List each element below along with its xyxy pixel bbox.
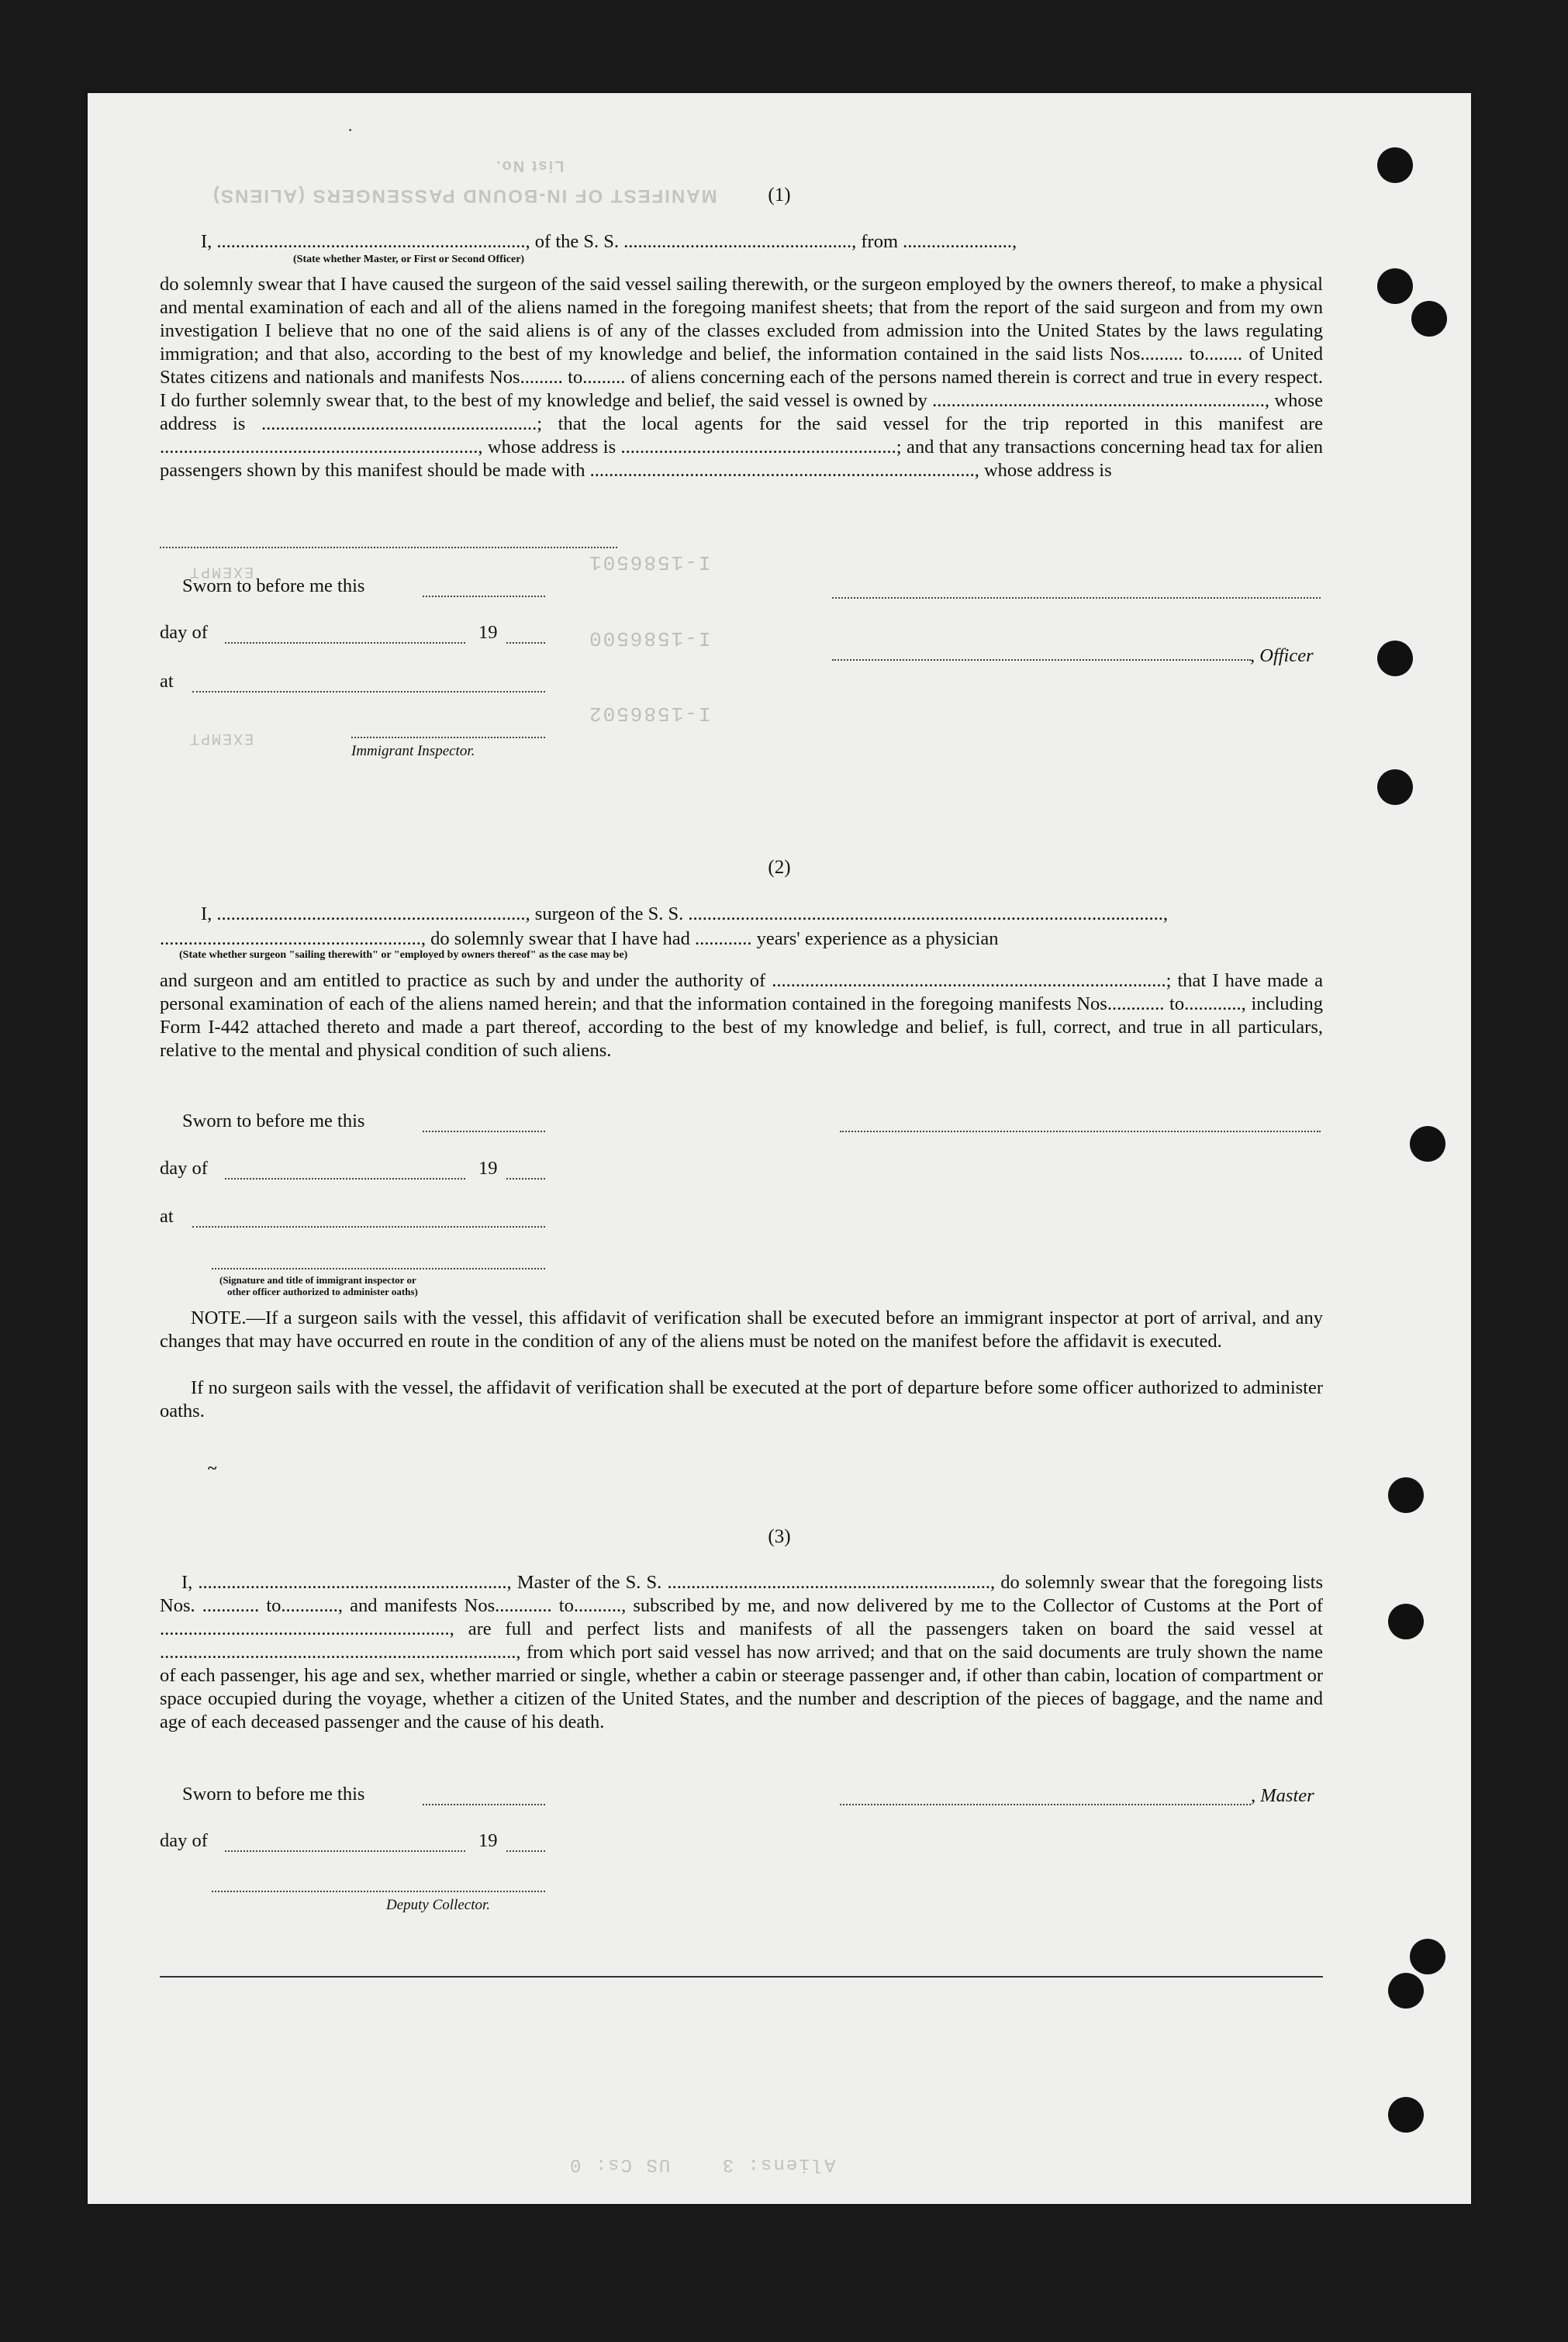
at-field[interactable] xyxy=(192,691,545,693)
punch-hole xyxy=(1410,1126,1445,1162)
bleed-list-no: List No. xyxy=(495,157,565,174)
section-1-oath-text: do solemnly swear that I have caused the surgeon of the said vessel sailing therewith, or the surgeon employed by the owners thereof, to make a physical and mental examination of each and all of the aliens named in the foregoing manifest sheets; that from the report of the said surgeon and from my own investigation I believe that no one of the said aliens is of any of the classes excluded from admission into the United States by the laws regulating immigration; and that also, according to the best of my knowledge and belief, the information contained in the said lists Nos......... to........ of United States citizens and nationals and manifests Nos......... to......... of aliens concerning each of the persons named therein is correct and true in every respect. I do further solemnly swear that, to the best of my knowledge and belief, the said vessel is owned by ......................................................................, whose address is ..........................................................; that the local agents for the said vessel for the trip reported in this manifest are ..................................................................., whose address is ..........................................................; and that any transactions concerning head tax for alien passengers shown by this manifest should be made with ................................................................................., whose address is xyxy=(160,274,1323,481)
section-2-intro: I, ................................................................., surgeon of the S. S. ...................................................................................................., xyxy=(201,903,1168,924)
punch-hole xyxy=(1377,641,1413,676)
section-2-number: (2) xyxy=(768,857,791,878)
punch-hole xyxy=(1388,2097,1424,2133)
scan-speck: · xyxy=(347,120,354,140)
note-paragraph-2: If no surgeon sails with the vessel, the affidavit of verification shall be executed at the port of departure before some officer authorized to administer oaths. xyxy=(160,1377,1323,1421)
section-2-sworn-date-field[interactable] xyxy=(423,1131,545,1132)
section-3-day-of-label: day of xyxy=(160,1830,208,1851)
section-3-sworn-label: Sworn to before me this xyxy=(182,1784,365,1805)
deputy-collector-label: Deputy Collector. xyxy=(386,1897,491,1913)
bleed-header: MANIFEST OF IN-BOUND PASSENGERS (ALIENS) xyxy=(212,185,717,206)
surgeon-signature-line[interactable] xyxy=(840,1131,1321,1132)
officer-label: , Officer xyxy=(1250,645,1314,666)
bleed-bottom-counts: Aliens: 3 US Cs: 0 xyxy=(568,2154,836,2174)
section-1-intro: I, ................................................................., of the S. S. ................................................, from ......................., xyxy=(201,231,1017,252)
punch-hole xyxy=(1377,268,1413,304)
officer-signature-line-1[interactable] xyxy=(832,597,1321,599)
section-1-day-of-label: day of xyxy=(160,622,208,643)
immigrant-inspector-label: Immigrant Inspector. xyxy=(351,743,475,759)
bleed-exempt-2: EXEMPT xyxy=(188,729,254,747)
section-2-sworn-label: Sworn to before me this xyxy=(182,1111,365,1131)
manifest-back-page xyxy=(88,93,1471,2204)
master-label: , Master xyxy=(1251,1785,1314,1806)
officer-signature-line-2[interactable] xyxy=(832,659,1251,661)
master-signature-line[interactable] xyxy=(840,1804,1251,1805)
day-of-field[interactable] xyxy=(225,642,465,644)
punch-hole xyxy=(1411,301,1447,337)
section-3-year-field[interactable] xyxy=(506,1850,545,1852)
bleed-exempt-1: EXEMPT xyxy=(188,562,254,580)
section-1-number: (1) xyxy=(768,185,791,206)
bleed-code-1: I-1586501 xyxy=(588,551,711,574)
sworn-date-field[interactable] xyxy=(423,596,545,597)
section-1-at-label: at xyxy=(160,671,174,692)
signature-hint-1: (Signature and title of immigrant inspector or xyxy=(219,1274,416,1286)
section-2-day-of-label: day of xyxy=(160,1158,208,1179)
section-3-number: (3) xyxy=(768,1526,791,1547)
bottom-rule xyxy=(160,1976,1323,1978)
section-2-day-of-field[interactable] xyxy=(225,1178,465,1180)
punch-hole xyxy=(1377,769,1413,805)
year-field[interactable] xyxy=(506,642,545,644)
section-2-surgeon-hint: (State whether surgeon "sailing therewith" or "employed by owners thereof" as the case may be) xyxy=(179,949,628,961)
section-2-line-2: ......................................................., do solemnly swear that I have had ............ years' experience as a physician xyxy=(160,928,999,949)
section-2-year-field[interactable] xyxy=(506,1178,545,1180)
section-2-oath-text: and surgeon and am entitled to practice as such by and under the authority of ...................................................................................; that I have made a personal examination of each of the aliens named herein; and that the information contained in the foregoing manifests Nos............ to............, including Form I-442 attached thereto and made a part thereof, according to the best of my knowledge and belief, is full, correct, and true in all particulars, relative to the mental and physical condition of such aliens. xyxy=(160,970,1323,1061)
section-1-year-label: 19 xyxy=(478,622,498,643)
section-3-oath-text: I, ................................................................., Master of the S. S. ...................................................................., do solemnly swear that the foregoing lists Nos. ............ to............, and manifests Nos............ to.........., subscribed by me, and now delivered by me to the Collector of Customs at the Port of ............................................................., are full and perfect lists and manifests of all the passengers taken on board the said vessel at ..........................................................................., from which port said vessel has now arrived; and that on the said documents are truly shown the name of each passenger, his age and sex, whether married or single, whether a cabin or steerage passenger and, if other than cabin, location of compartment or space occupied during the voyage, whether a citizen of the United States, and the number and description of the pieces of baggage, and the name and age of each deceased passenger and the cause of his death. xyxy=(160,1572,1323,1732)
section-2-inspector-signature-line[interactable] xyxy=(212,1268,545,1269)
section-3-year-label: 19 xyxy=(478,1830,498,1851)
dotted-separator xyxy=(160,547,617,548)
section-3-day-of-field[interactable] xyxy=(225,1850,465,1852)
signature-hint-2: other officer authorized to administer oaths) xyxy=(227,1286,418,1297)
collector-signature-line[interactable] xyxy=(212,1891,545,1892)
bleed-code-3: I-1586502 xyxy=(588,702,711,725)
bleed-code-2: I-1586500 xyxy=(588,627,711,650)
section-1-officer-hint: (State whether Master, or First or Second Officer) xyxy=(293,254,525,265)
section-2-at-field[interactable] xyxy=(192,1226,545,1228)
section-1-sworn-label: Sworn to before me this xyxy=(182,575,365,596)
inspector-signature-line[interactable] xyxy=(351,737,545,738)
section-3-sworn-date-field[interactable] xyxy=(423,1804,545,1805)
punch-hole xyxy=(1410,1939,1445,1974)
section-2-at-label: at xyxy=(160,1206,174,1227)
punch-hole xyxy=(1388,1973,1424,2009)
scan-smudge: ~ xyxy=(208,1458,217,1477)
section-2-year-label: 19 xyxy=(478,1158,498,1179)
punch-hole xyxy=(1377,147,1413,183)
punch-hole xyxy=(1388,1604,1424,1639)
note-paragraph-1: NOTE.—If a surgeon sails with the vessel, this affidavit of verification shall be executed before an immigrant inspector at port of arrival, and any changes that may have occurred en route in the condition of any of the aliens must be noted on the manifest before the affidavit is executed. xyxy=(160,1307,1323,1352)
punch-hole xyxy=(1388,1477,1424,1513)
